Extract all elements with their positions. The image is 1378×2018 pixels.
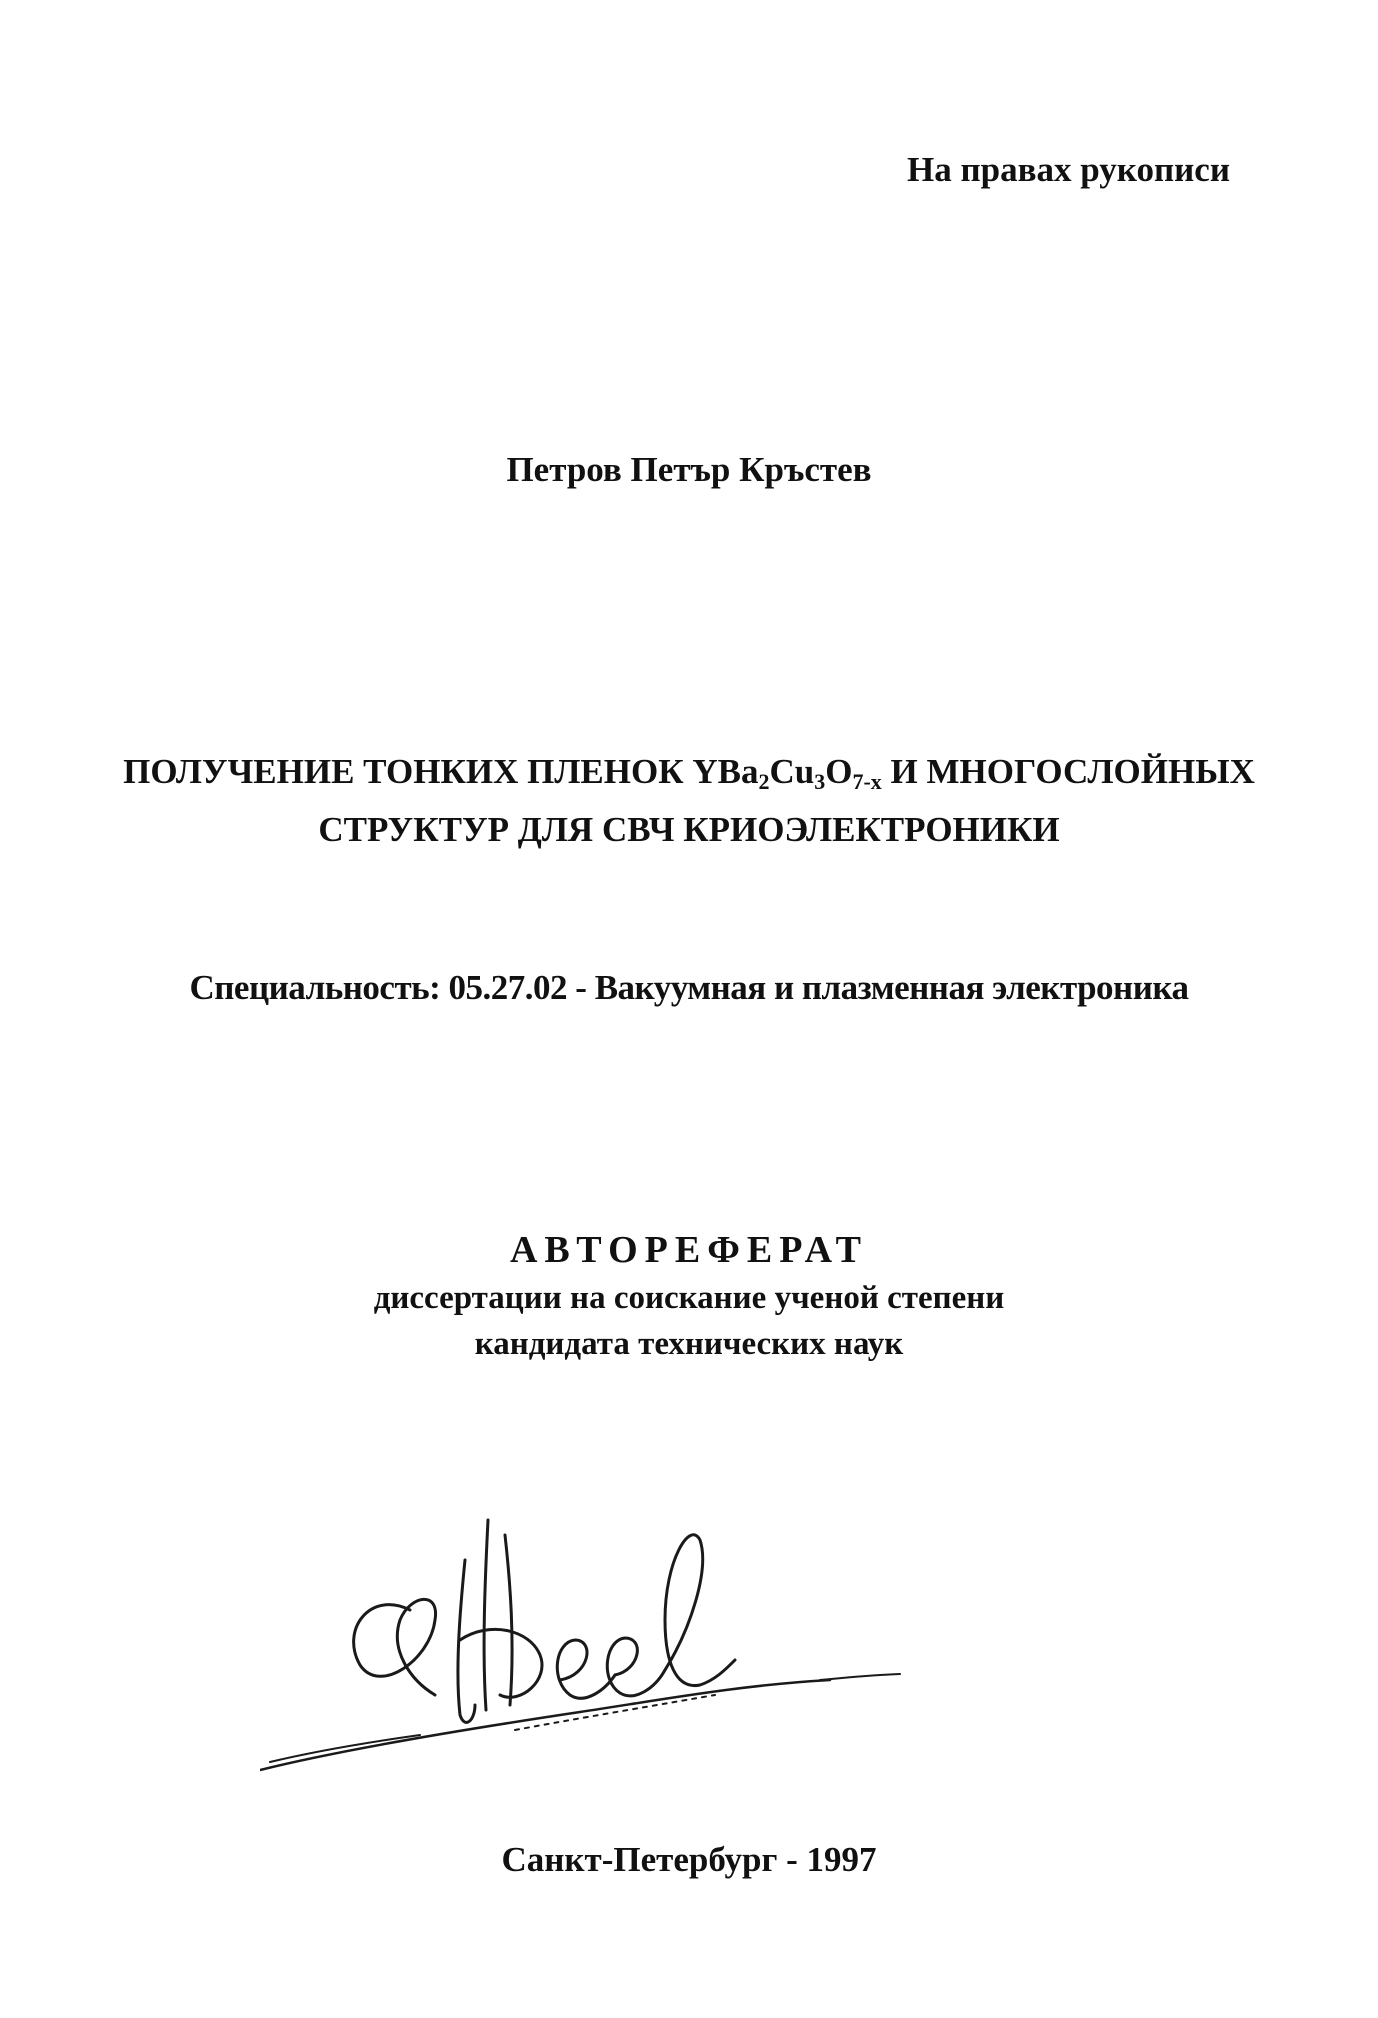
specialty-line: Специальность: 05.27.02 - Вакуумная и плазменная электроника <box>189 968 1189 1007</box>
signature-icon <box>260 1480 920 1780</box>
abstract-block <box>0 1225 1378 1367</box>
dissertation-title <box>0 748 1378 854</box>
title-text-part: O <box>825 752 853 791</box>
title-subscript: 2 <box>758 769 770 794</box>
city-year: Санкт-Петербург - 1997 <box>501 1840 877 1879</box>
title-line-1 <box>0 748 1378 806</box>
title-subscript: 3 <box>814 769 826 794</box>
title-line-2: СТРУКТУР ДЛЯ СВЧ КРИОЭЛЕКТРОНИКИ <box>318 810 1060 849</box>
title-text-part: И МНОГОСЛОЙНЫХ <box>881 752 1255 791</box>
abstract-line-1: диссертации на соискание ученой степени <box>373 1280 1005 1316</box>
title-text-part: ПОЛУЧЕНИЕ ТОНКИХ ПЛЕНОК YBa <box>123 752 759 791</box>
title-text-part: Cu <box>769 752 815 791</box>
abstract-line-2: кандидата технических наук <box>474 1326 904 1362</box>
title-subscript: 7-x <box>852 769 882 794</box>
abstract-heading: АВТОРЕФЕРАТ <box>509 1229 869 1271</box>
manuscript-note: На правах рукописи <box>907 150 1230 189</box>
author-name: Петров Петър Кръстев <box>506 450 872 489</box>
